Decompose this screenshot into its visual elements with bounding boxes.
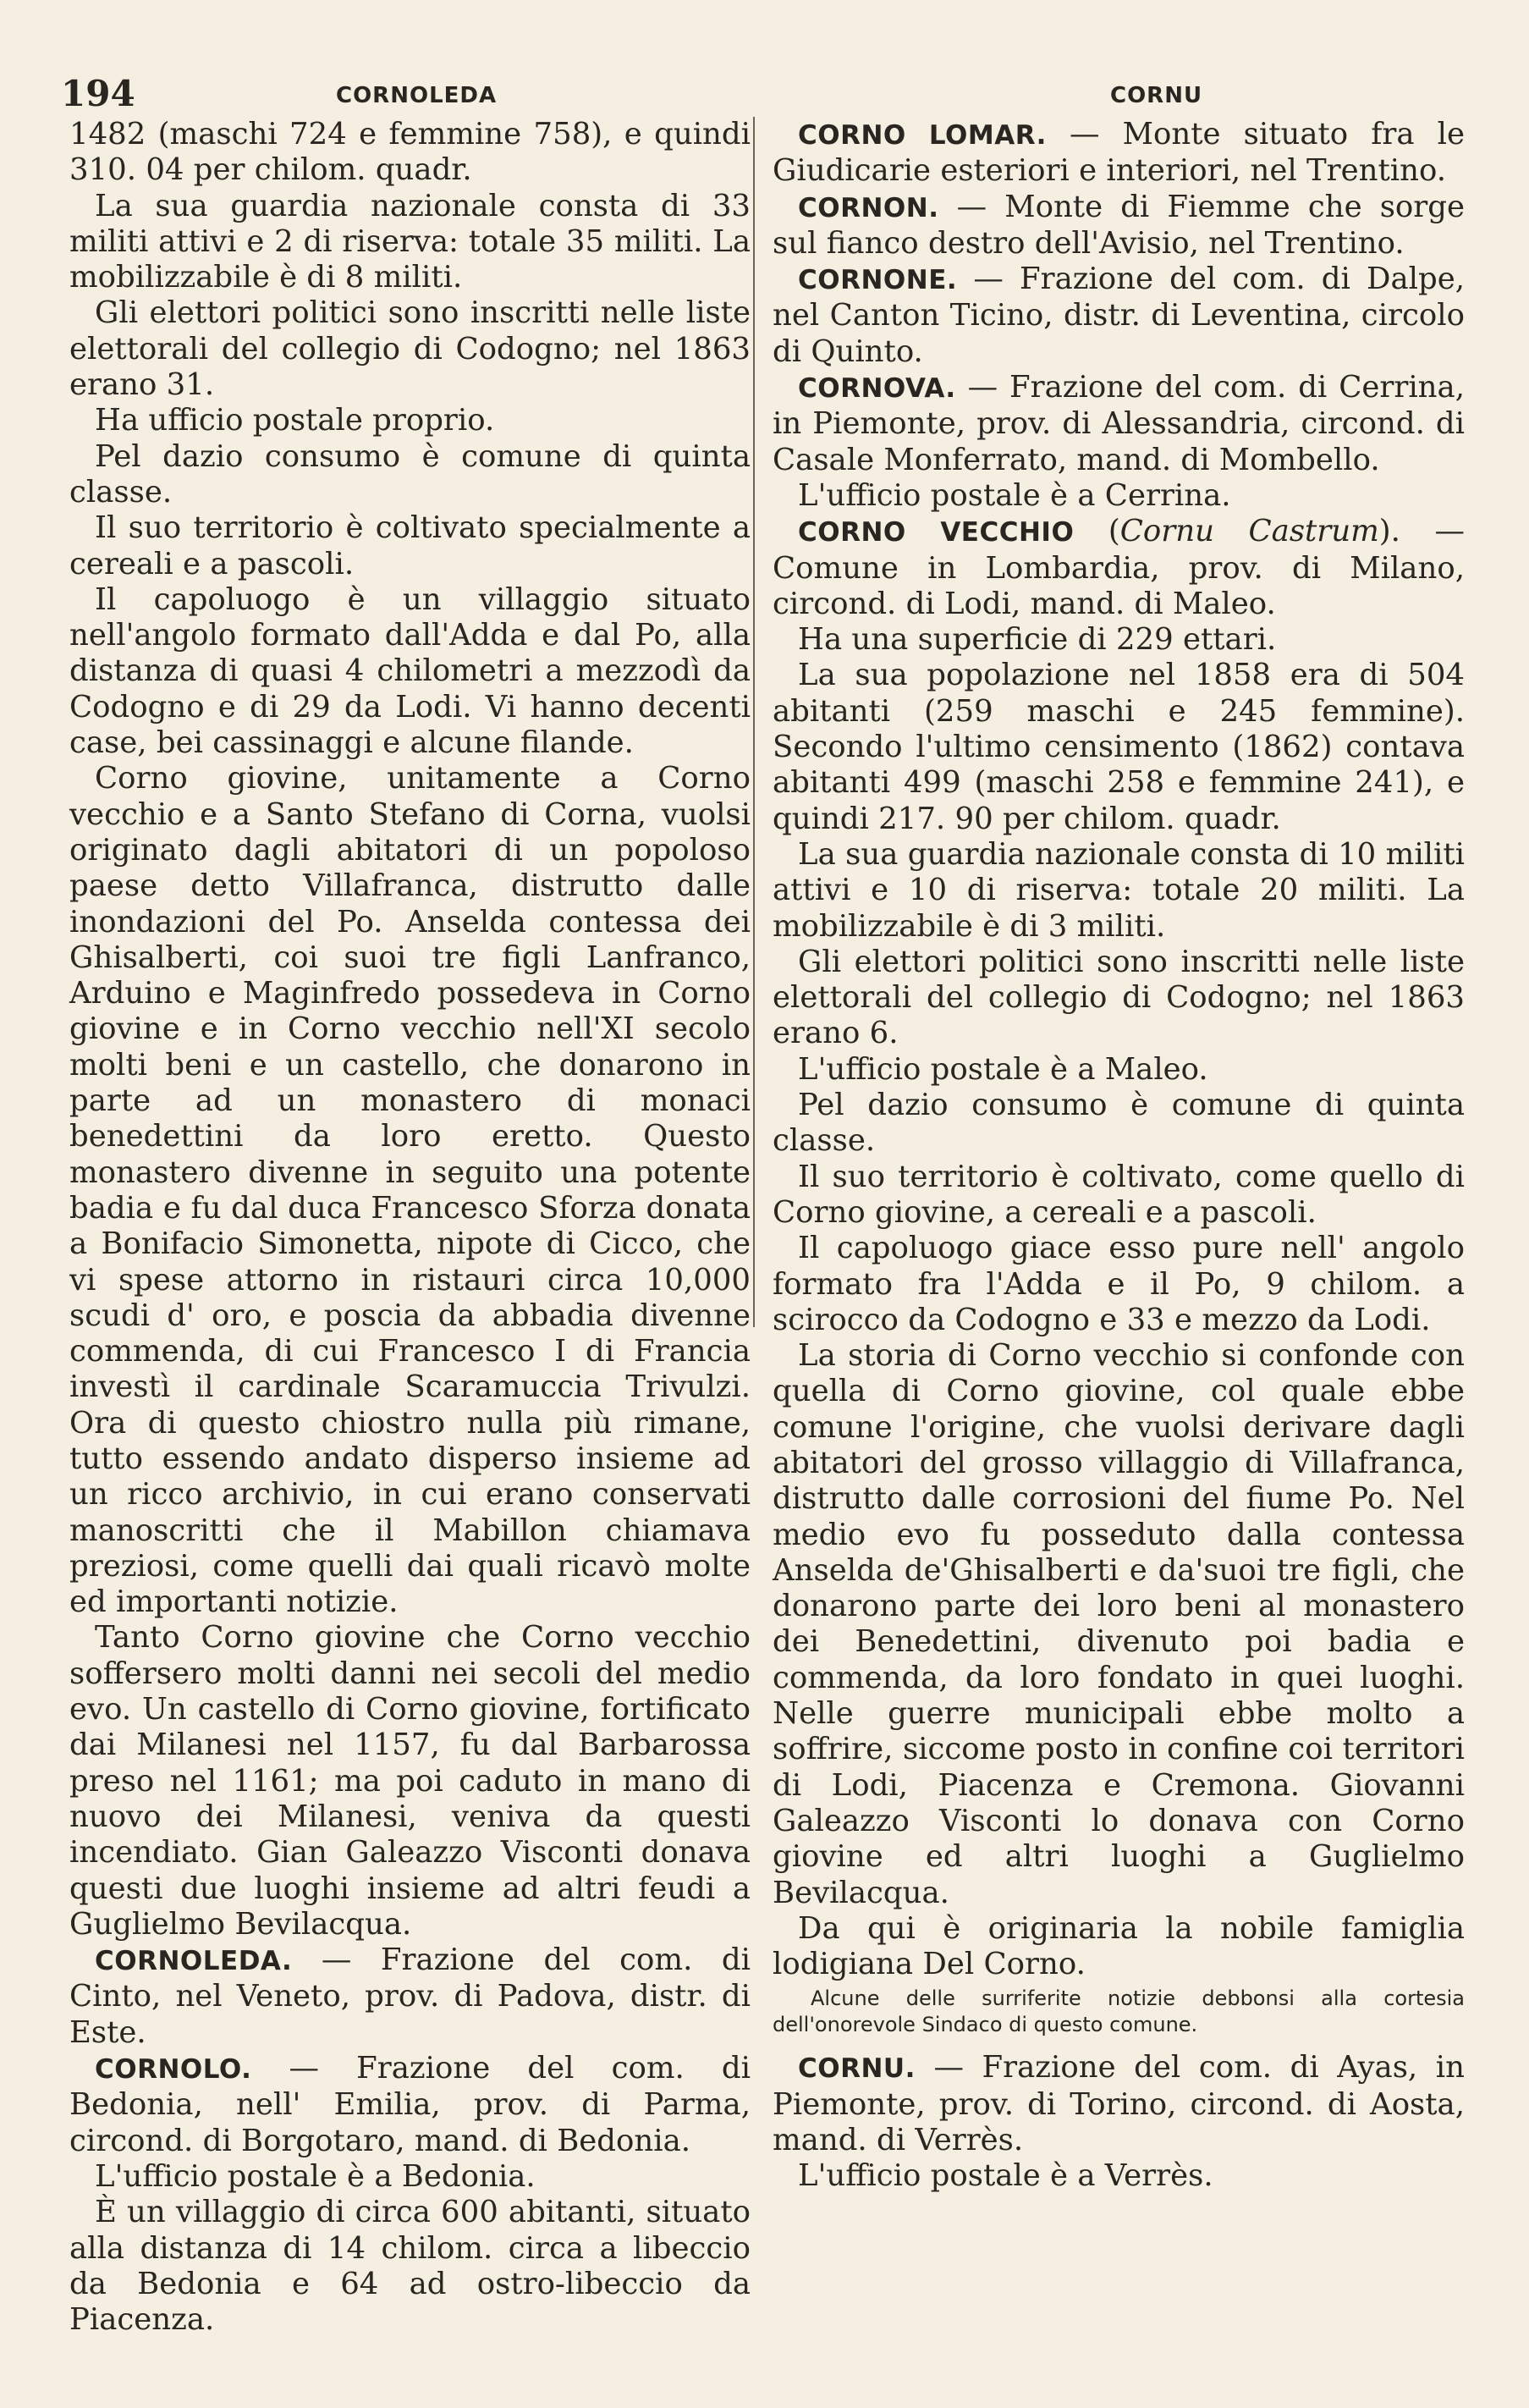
- entry-corno-vecchio: CORNO VECCHIO (Cornu Castrum). — Comune in Lombardia, prov. di Milano, circond. di Lodi, mand. di Maleo.: [773, 514, 1465, 621]
- paragraph: La sua guardia nazionale consta di 10 militi attivi e 10 di riserva: totale 20 militi. La mobilizzabile è di 3 militi.: [773, 836, 1465, 944]
- entry-text: — Monte situato fra le Giudicarie esteriori e interiori, nel Trentino.: [773, 117, 1465, 189]
- footnote: Alcune delle surriferite notizie debbonsi alla cortesia dell'onorevole Sindaco di questo comune.: [773, 1986, 1465, 2037]
- paragraph: L'ufficio postale è a Verrès.: [798, 2158, 1213, 2194]
- entry-cornon: [773, 190, 1465, 262]
- paragraph: 1482 (maschi 724 e femmine 758), e quindi 310. 04 per chilom. quadr.: [69, 117, 751, 188]
- paragraph: Ha ufficio postale proprio.: [95, 403, 495, 438]
- paragraph: La sua guardia nazionale consta di 33 militi attivi e 2 di riserva: totale 35 militi. La mobilizzabile è di 8 militi.: [69, 188, 751, 295]
- paragraph: Gli elettori politici sono inscritti nelle liste elettorali del collegio di Codogno; nel 1863 erano 6.: [773, 944, 1465, 1051]
- entry-text: — Frazione del com. di Cerrina, in Piemonte, prov. di Alessandria, circond. di Casale Monferrato, mand. di Mombello.: [773, 370, 1465, 477]
- entry-text: — Frazione del com. di Dalpe, nel Canton Ticino, distr. di Leventina, circolo di Quinto.: [773, 262, 1465, 369]
- paragraph: Il suo territorio è coltivato, come quello di Corno giovine, a cereali e a pascoli.: [773, 1159, 1465, 1230]
- entry-text: — Comune in Lombardia, prov. di Milano, circond. di Lodi, mand. di Maleo.: [773, 514, 1465, 621]
- entry-heading: CORNONE.: [798, 265, 958, 296]
- entry-heading: CORNOLO.: [95, 2054, 252, 2086]
- page-header: [61, 73, 1466, 115]
- left-column: [69, 117, 751, 2338]
- paragraph: Tanto Corno giovine che Corno vecchio soffersero molti danni nei secoli del medio evo. Un castello di Corno giovine, fortificato dai Milanesi nel 1157, fu dal Barbarossa preso nel 1161; ma poi caduto in mano di nuovo dei Milanesi, veniva da questi incendiato. Gian Galeazzo Visconti donava questi due luoghi insieme ad altri feudi a Guglielmo Bevilacqua.: [69, 1620, 751, 1942]
- paragraph: Gli elettori politici sono inscritti nelle liste elettorali del collegio di Codogno; nel 1863 erano 31.: [69, 295, 751, 403]
- paragraph: Il suo territorio è coltivato specialmente a cereali e a pascoli.: [69, 510, 751, 581]
- entry-heading: CORNOVA.: [798, 373, 956, 405]
- paragraph: Pel dazio consumo è comune di quinta classe.: [773, 1088, 1465, 1159]
- column-divider: [753, 117, 755, 1327]
- paragraph: Il capoluogo giace esso pure nell' angolo formato fra l'Adda e il Po, 9 chilom. a scirocco da Codogno e 33 e mezzo da Lodi.: [773, 1231, 1465, 1337]
- entry-cornu: [773, 2050, 1465, 2158]
- paragraph: È un villaggio di circa 600 abitanti, situato alla distanza di 14 chilom. circa a libeccio da Bedonia e 64 ad ostro-libeccio da Piacenza.: [69, 2195, 751, 2338]
- right-running-head: CORNU: [1110, 83, 1203, 108]
- paragraph: La storia di Corno vecchio si confonde con quella di Corno giovine, col quale ebbe comune l'origine, che vuolsi derivare dagli abitatori del grosso villaggio di Villafranca, distrutto dalle corrosioni del fiume Po. Nel medio evo fu posseduto dalla contessa Anselda de'Ghisalberti e da'suoi tre figli, che donarono parte dei loro beni al monastero dei Benedettini, divenuto poi badia e commenda, da loro fondato in quei luoghi. Nelle guerre municipali ebbe molto a soffrire, siccome posto in confine coi territori di Lodi, Piacenza e Cremona. Giovanni Galeazzo Visconti lo donava con Corno giovine ed altri luoghi a Guglielmo Bevilacqua.: [773, 1338, 1465, 1910]
- entry-text: — Frazione del com. di Ayas, in Piemonte, prov. di Torino, circond. di Aosta, mand. di Verrès.: [773, 2050, 1465, 2158]
- entry-text: — Monte di Fiemme che sorge sul fianco destro dell'Avisio, nel Trentino.: [773, 189, 1465, 261]
- paragraph: L'ufficio postale è a Maleo.: [798, 1051, 1208, 1087]
- entry-heading: CORNO LOMAR.: [798, 120, 1047, 151]
- paragraph: L'ufficio postale è a Bedonia.: [95, 2158, 536, 2194]
- entry-cornova: [773, 370, 1465, 478]
- right-column: [773, 117, 1465, 2195]
- paragraph: Pel dazio consumo è comune di quinta classe.: [69, 438, 751, 510]
- left-running-head: CORNOLEDA: [336, 83, 498, 108]
- paragraph: L'ufficio postale è a Cerrina.: [798, 477, 1231, 513]
- entry-text: — Frazione del com. di Bedonia, nell' Emilia, prov. di Parma, circond. di Borgotaro, mand. di Bedonia.: [69, 2051, 751, 2158]
- page-number: 194: [61, 73, 135, 114]
- entry-text: — Frazione del com. di Cinto, nel Veneto, prov. di Padova, distr. di Este.: [69, 1942, 751, 2050]
- paragraph: La sua popolazione nel 1858 era di 504 abitanti (259 maschi e 245 femmine). Secondo l'ultimo censimento (1862) contava abitanti 499 (maschi 258 e femmine 241), e quindi 217. 90 per chilom. quadr.: [773, 658, 1465, 836]
- entry-heading: CORNOLEDA.: [95, 1946, 293, 1977]
- entry-cornolo: [69, 2051, 751, 2159]
- entry-heading: CORNU.: [798, 2053, 916, 2085]
- paragraph: Il capoluogo è un villaggio situato nell'angolo formato dall'Adda e dal Po, alla distanza di quasi 4 chilometri a mezzodì da Codogno e di 29 da Lodi. Vi hanno decenti case, bei cassinaggi e alcune filande.: [69, 581, 751, 761]
- entry-corno-lomar: [773, 117, 1465, 190]
- paragraph: Ha una superficie di 229 ettari.: [798, 622, 1277, 658]
- entry-cornone: [773, 262, 1465, 370]
- entry-heading: CORNON.: [798, 192, 939, 223]
- paragraph: Corno giovine, unitamente a Corno vecchio e a Santo Stefano di Corna, vuolsi originato dagli abitatori di un popoloso paese detto Villafranca, distrutto dalle inondazioni del Po. Anselda contessa dei Ghisalberti, coi suoi tre figli Lanfranco, Arduino e Maginfredo possedeva in Corno giovine e in Corno vecchio nell'XI secolo molti beni e un castello, che donarono in parte ad un monastero di monaci benedettini da loro eretto. Questo monastero divenne in seguito una potente badia e fu dal duca Francesco Sforza donata a Bonifacio Simonetta, nipote di Cicco, che vi spese attorno in ristauri circa 10,000 scudi d' oro, e poscia da abbadia divenne commenda, di cui Francesco I di Francia investì il cardinale Scaramuccia Trivulzi. Ora di questo chiostro nulla più rimane, tutto essendo andato disperso insieme ad un ricco archivio, in cui erano conservati manoscritti che il Mabillon chiamava preziosi, come quelli dai quali ricavò molte ed importanti notizie.: [69, 761, 751, 1620]
- paragraph: Da qui è originaria la nobile famiglia lodigiana Del Corno.: [773, 1910, 1465, 1982]
- entry-cornoleda: [69, 1942, 751, 2051]
- entry-heading: CORNO VECCHIO: [798, 517, 1075, 548]
- latin-name: Cornu Castrum: [1119, 514, 1379, 549]
